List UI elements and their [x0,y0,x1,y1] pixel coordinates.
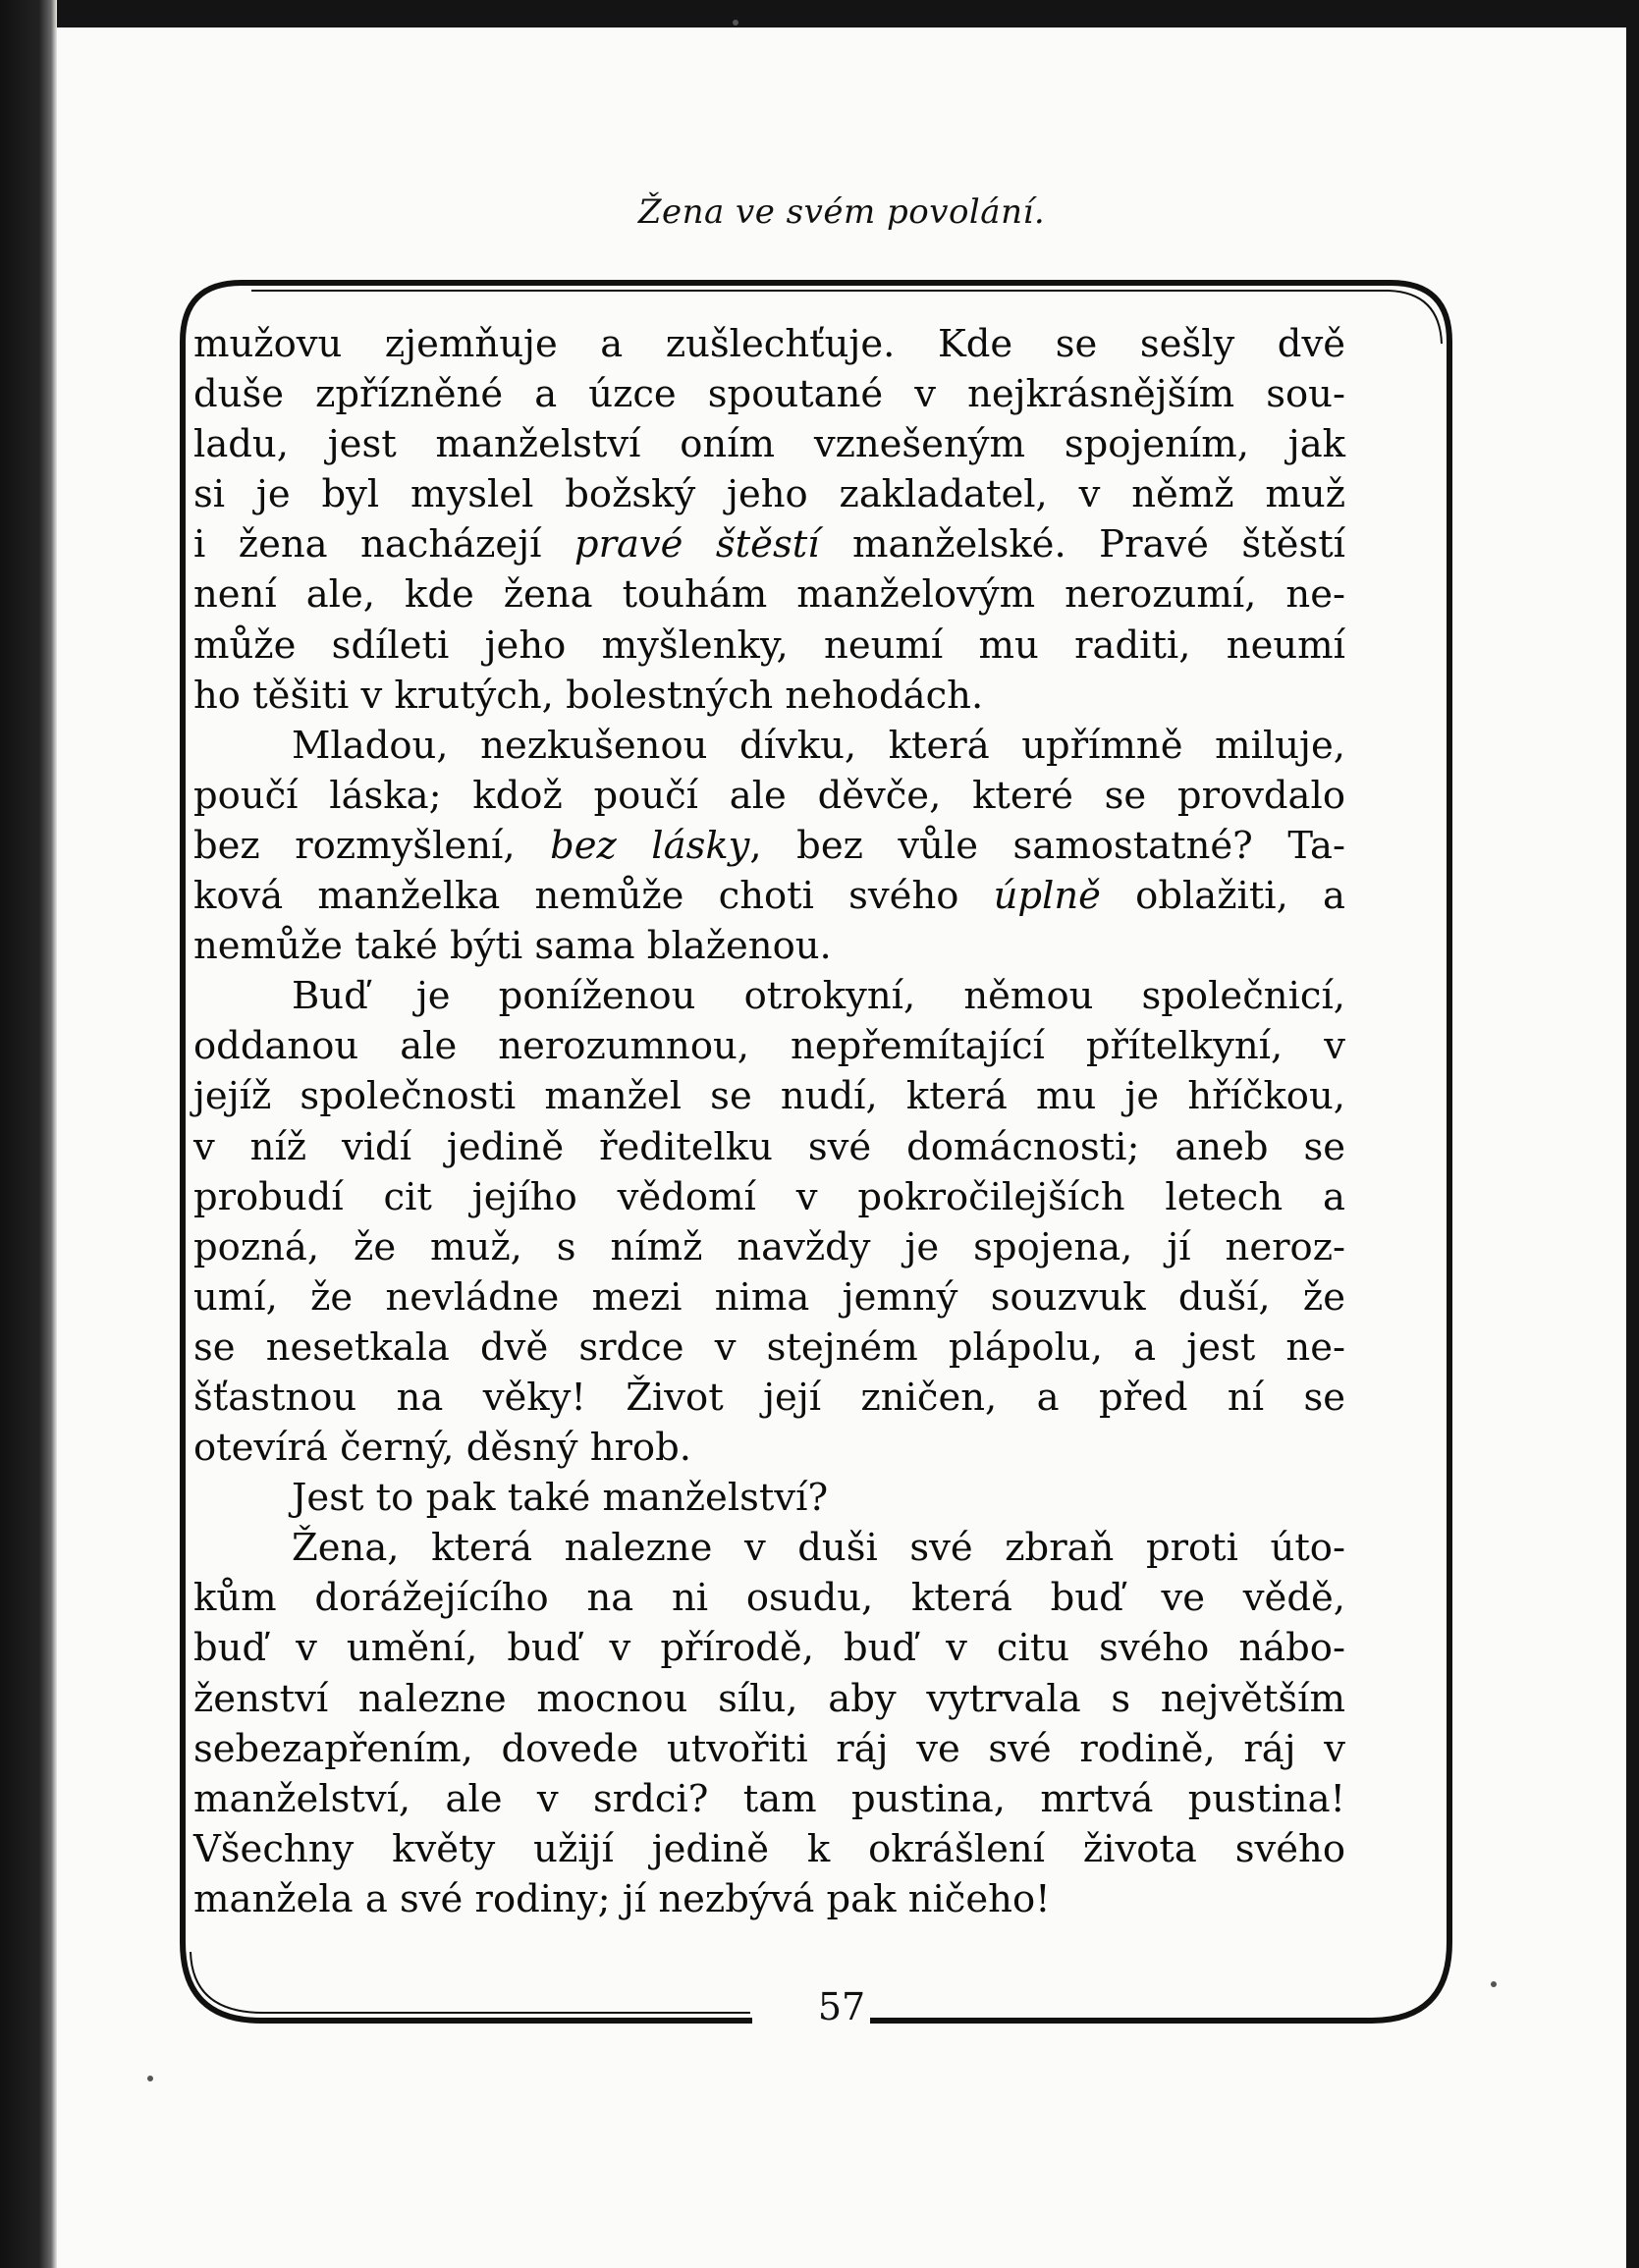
text-line: jejíž společnosti manžel se nudí, která mu je hříčkou, [193,1074,1345,1119]
body-text [193,319,1345,1924]
text-line: Žena, která nalezne v duši své zbraň proti úto- [292,1526,1345,1571]
running-header: Žena ve svém povolání. [637,192,1046,232]
text-line: manžela a své rodiny; jí nezbývá pak ničeho! [193,1876,1051,1921]
text-line: probudí cit jejího vědomí v pokročilejších letech a [193,1174,1345,1219]
text-line: se nesetkala dvě srdce v stejném plápolu, a jest ne- [193,1324,1345,1370]
text-segment: oblažiti, a [1100,874,1345,919]
text-line: kům dorážejícího na ni osudu, která buď ve vědě, [193,1576,1345,1621]
paper-speck [733,20,738,26]
text-line: v níž vidí jedině ředitelku své domácnosti; aneb se [193,1124,1345,1169]
text-line: ho těšiti v krutých, bolestných nehodách. [193,673,984,718]
text-line [193,519,1345,569]
text-line: Všechny květy užijí jedině k okrášlení života svého [193,1826,1345,1871]
book-binding-shadow [0,0,57,2268]
text-line: poučí láska; kdož poučí ale děvče, které se provdalo [193,773,1345,818]
page-number: 57 [817,1985,866,2028]
text-segment: manželské. Pravé štěstí [819,522,1345,567]
emphasis-text: pravé štěstí [574,522,820,567]
text-line: oddanou ale nerozumnou, nepřemítající přítelkyní, v [193,1024,1345,1069]
emphasis-text: bez lásky [550,823,750,868]
text-line: umí, že nevládne mezi nima jemný souzvuk duší, že [193,1274,1345,1320]
text-line: ladu, jest manželství oním vznešeným spojením, jak [193,422,1345,467]
book-page [57,27,1626,2268]
text-segment: bez rozmyšlení, [193,823,551,868]
text-line: šťastnou na věky! Život její zničen, a před ní se [193,1375,1345,1420]
text-line: není ale, kde žena touhám manželovým nerozumí, ne- [193,572,1345,618]
paper-speck [1491,1981,1497,1987]
text-line: si je byl myslel božský jeho zakladatel, v němž muž [193,472,1345,517]
text-line: Mladou, nezkušenou dívku, která upřímně miluje, [292,723,1345,768]
text-line: pozná, že muž, s nímž navždy je spojena, jí neroz- [193,1224,1345,1269]
text-line: buď v umění, buď v přírodě, buď v citu svého nábo- [193,1626,1345,1671]
text-line: manželství, ale v srdci? tam pustina, mrtvá pustina! [193,1776,1345,1821]
text-segment: , bez vůle samostatné? Ta- [749,823,1345,868]
text-line: otevírá černý, děsný hrob. [193,1426,691,1471]
text-line: duše zpřízněné a úzce spoutané v nejkrásnějším sou- [193,372,1345,417]
text-line: ženství nalezne mocnou sílu, aby vytrvala s největším [193,1676,1345,1721]
paper-speck [147,2076,153,2081]
text-line: může sdíleti jeho myšlenky, neumí mu raditi, neumí [193,622,1345,668]
text-segment: ková manželka nemůže choti svého [193,874,994,919]
text-line [193,821,1345,871]
text-line: mužovu zjemňuje a zušlechťuje. Kde se sešly dvě [193,322,1345,366]
text-line: nemůže také býti sama blaženou. [193,924,832,969]
text-line: Buď je poníženou otrokyní, němou společnicí, [292,974,1345,1019]
text-segment: i žena nacházejí [193,522,574,567]
text-line: sebezapřením, dovede utvořiti ráj ve své rodině, ráj v [193,1726,1345,1771]
emphasis-text: úplně [993,874,1101,919]
text-line: Jest to pak také manželství? [292,1476,829,1521]
text-line [193,871,1345,921]
